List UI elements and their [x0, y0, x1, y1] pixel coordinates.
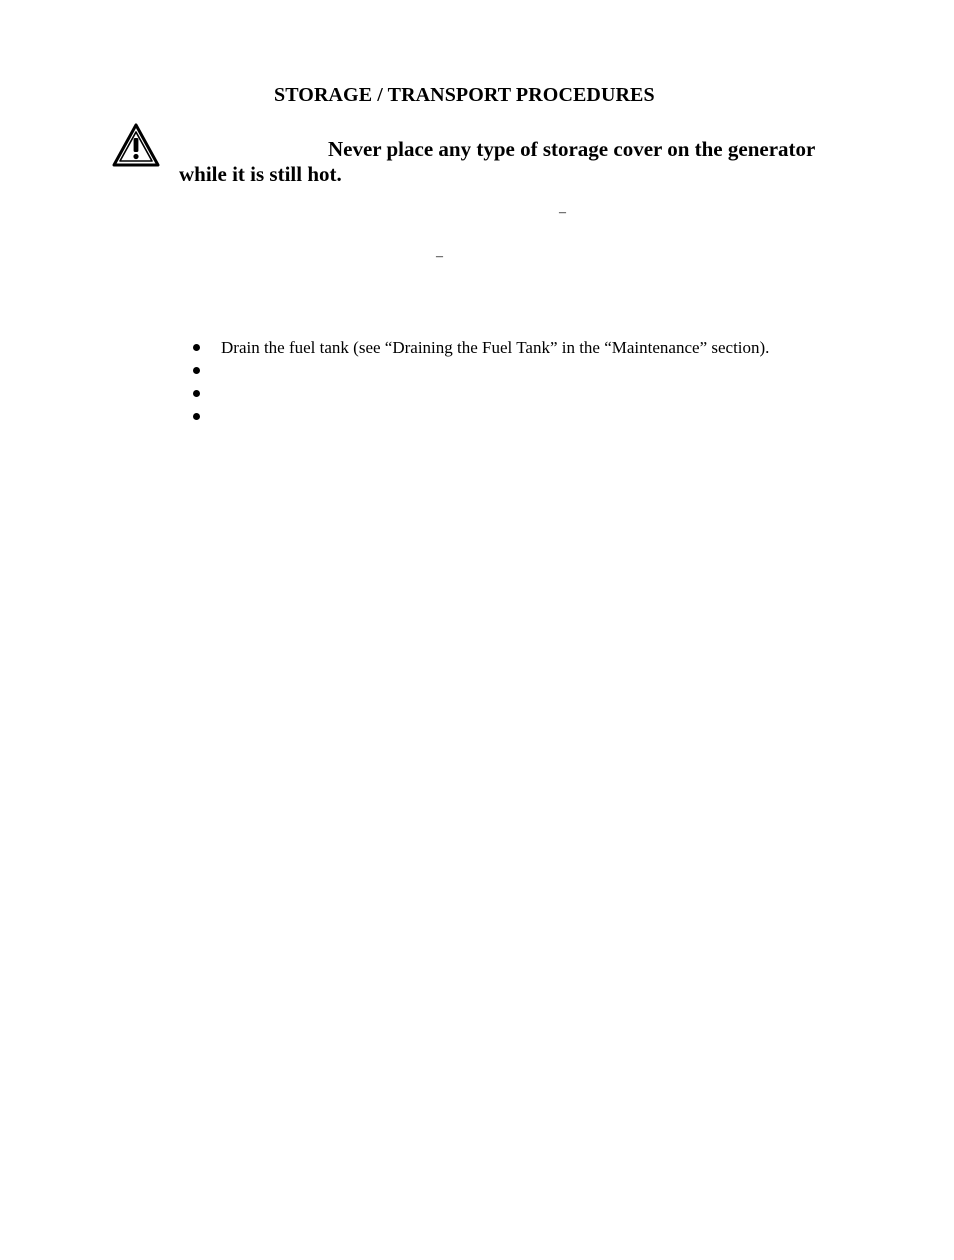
warning-text-line-1: Never place any type of storage cover on the generator — [328, 137, 816, 161]
bullet-icon — [193, 390, 200, 397]
warning-text-line-2: while it is still hot. — [179, 162, 342, 186]
bullet-icon — [193, 344, 200, 351]
list-item — [193, 405, 769, 428]
bullet-icon — [193, 367, 200, 374]
warning-triangle-icon — [111, 122, 161, 168]
dash-mark: – — [436, 249, 443, 264]
bullet-icon — [193, 413, 200, 420]
storage-steps-list — [193, 336, 769, 428]
dash-mark: – — [559, 205, 566, 220]
list-item — [193, 359, 769, 382]
list-item-text: Drain the fuel tank (see “Draining the Fuel Tank” in the “Maintenance” section). — [221, 338, 770, 357]
list-item — [193, 336, 769, 359]
page-title: STORAGE / TRANSPORT PROCEDURES — [274, 84, 655, 106]
list-item — [193, 382, 769, 405]
